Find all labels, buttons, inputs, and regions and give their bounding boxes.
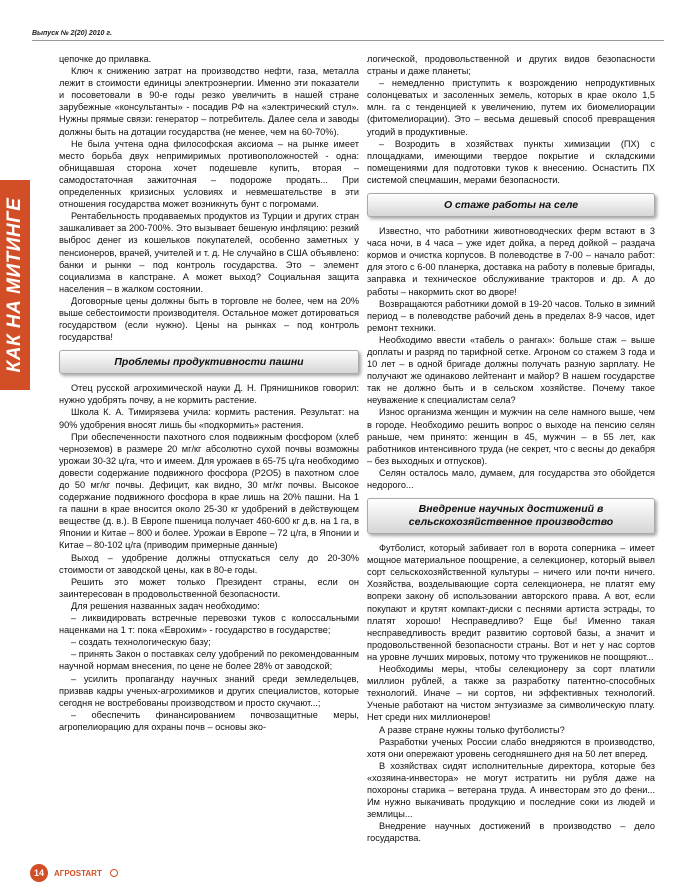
header-divider [32,40,664,41]
section-heading: Внедрение научных достижений в сельскохозяйственное производство [367,498,655,534]
rubric-label: КАК НА МИТИНГЕ [4,197,25,373]
logo-mark-icon [110,869,118,877]
paragraph: Выход – удобрение должны отпускаться селу до 20-30% стоимости от заводской цены, как в 80-е годы. [59,552,359,575]
list-item: – немедленно приступить к возрождению непродуктивных солонцеватых и засоленных земель, которых в крае около 1,5 млн. га с тенденцией к увеличению, путем их биомелиорации (фитомелиорации). Это – весьма дешевый способ превращения угодий в продуктивные. [367,78,655,137]
list-item: – принять Закон о поставках селу удобрений по рекомендованным научной нормам внесения, по цене не более 28% от заводской; [59,649,359,672]
paragraph: Школа К. А. Тимирязева учила: кормить растения. Результат: на 90% удобрения вносят лишь бы «подкормить» растения. [59,407,359,430]
list-item: – обеспечить финансированием почвозащитные меры, агропелиорацию для охраны почв – основы эко- [59,709,359,732]
paragraph: Договорные цены должны быть в торговле не более, чем на 20% выше себестоимости производителя. Остальное может дотироваться государством (если нужно). Цены на рынках – под контроль государства! [59,295,359,343]
paragraph: А разве стране нужны только футболисты? [379,724,565,735]
page-number: 14 [30,864,48,882]
section-heading: Проблемы продуктивности пашни [59,350,359,374]
issue-header: Выпуск № 2(20) 2010 г. [32,30,112,37]
list-item: – создать технологическую базу; [71,637,211,648]
paragraph: Необходимо ввести «табель о рангах»: больше стаж – выше доплаты и разряд по тарифной сетке. Агроном со стажем 3 года и 10 лет – в одной бригаде должны получать разную зарплату. Не получают же одинаково лейтенант и майор? В нашем государстве так не должно быть и в сельском хозяйстве. Почему такое неуважение к специалистам села? [367,334,655,406]
paragraph: Футболист, который забивает гол в ворота соперника – имеет мощное материальное поощрение, а селекционер, который вывел сорт сельскохозяйственной культуры – ничего или почти ничего. Хозяйства, возделывающие сорта селекционера, не платят ему вопреки закону об использовании авторского права. А вот, если покупают и крутят компакт-диски с песнями артиста эстрады, то платят хорошо! Несправедливо? Еще бы! Именно такая несправедливость вредит развитию сортовой базы, а значит и продовольственной безопасности страны. Вот и нет у нас сортов на уровне лучших мировых, потому что тружеников не поощряют... [367,543,655,662]
paragraph: Внедрение научных достижений в производство – дело государства. [367,821,655,844]
paragraph: Селян осталось мало, думаем, для государства это обойдется недорого... [367,467,655,490]
paragraph: Необходимы меры, чтобы селекционеру за сорт платили миллион рублей, а также за разработку патентно-способных технологий. Иначе – ни сортов, ни эффективных технологий. Ученые работают на чистом энтузиазме за символическую плату. Нет среди них миллионеров! [367,664,655,723]
paragraph: При обеспеченности пахотного слоя подвижным фосфором (хлеб черноземов) в размере 20 мг/кг абсолютно сухой почвы возможны урожаи 30-32 ц/га, что и имеем. Для урожаев в 65-75 ц/га необходимо довести содержание подвижного фосфора (Р2О5) в пахотном слое до 50 мг/кг почвы. Дефицит, как видно, 30 мг/кг почвы. Высокое содержание подвижного фосфора в крае лишь на 20% пашни. На 1 га пашни в крае вносится около 25-30 кг удобрений в действующем веществе (д. в.). В Европе пшеница получает 460-600 кг д.в. на 1 га, в Японии и Китае – 800 и более. Урожаи в Европе – 72 ц/га, в Японии и Китае – 80-102 ц/га (приводим примерные данные) [59,431,359,551]
page-footer [30,864,118,882]
rubric-sidebar [0,180,30,390]
paragraph: Не была учтена одна философская аксиома – на рынке имеет место борьба двух непримиримых противоположностей - одна: обнищавшая сторона хочет подешевле купить, вторая – самодостаточная зажиточная – подороже продать... При определенных кризисных условиях и невмешательстве в эти отношения государства может возникнуть бунт с погромами. [59,138,359,210]
paragraph: Известно, что работники животноводческих ферм встают в 3 часа ночи, в 4 часа – уже идет дойка, а перед дойкой – раздача кормов и очистка корпусов. В полеводстве в 7-00 – начало работ: для этого с 6-00 планерка, доставка на работу в полевые бригады, заправка и техническое обслуживание тракторов и др. А до работы – накормить скот во дворе! [367,226,655,297]
magazine-logo: АГРОSTART [54,868,102,878]
paragraph: Отец русской агрохимической науки Д. Н. Прянишников говорил: нужно удобрять почву, а не кормить растение. [59,383,359,406]
paragraph: цепочке до прилавка. [59,54,152,64]
list-item: – усилить пропаганду научных знаний среди земледельцев, призвав кадры ученых-агрохимиков и других специалистов, которые сегодня не востребованы производством и просто скучают...; [59,673,359,708]
paragraph: Рентабельность продаваемых продуктов из Турции и других стран зашкаливает за 200-700%. Это вызывает бешеную инфляцию: резкий выброс денег из кошельков покупателей, особенно заметных у пенсионеров, врачей, учителей и т. д. Не случайно в США объявлено: банки и рынки – под контроль государства. Это – элемент социализма в капстране. А может выход? Социальная защита населения – в жалком состоянии. [59,211,359,294]
paragraph: В хозяйствах сидят исполнительные директора, которые без «хозяина-инвестора» не могут истратить ни рубля даже на похороны старика – ветерана труда. А инвесторам это до фени... Им нужно выкачивать продукцию и последние соки из людей и землицы... [367,760,655,820]
paragraph: Решить это может только Президент страны, если он заинтересован в продовольственной безопасности. [59,576,359,599]
left-column [59,53,359,733]
section-heading: О стаже работы на селе [367,193,655,217]
paragraph: логической, продовольственной и других видов безопасности страны и даже планеты; [367,54,655,77]
list-item: – ликвидировать встречные перевозки туков с колоссальными наценками на 1 т: пока «Еврохим» - государство в государстве; [59,613,359,636]
paragraph: Возвращаются работники домой в 19-20 часов. Только в зимний период – в полеводстве рабочий день в пределах 8-9 часов, идет ремонт техники. [367,298,655,333]
list-item: – Возродить в хозяйствах пункты химизации (ПХ) с площадками, имеющими твердое покрытие и складскими помещениями для подготовки туков к внесению. Оснастить ПХ системой спецмашин, мерами безопасности. [367,138,655,185]
right-column [367,53,655,844]
paragraph: Износ организма женщин и мужчин на селе намного выше, чем в городе. Необходимо решить вопрос о выходе на пенсию селян раньше, чем принято: женщин в 45, мужчин – в 55 лет, как работников интенсивного труда (не секрет, что с весны до декабря – без выходных и отпусков). [367,407,655,466]
paragraph: Ключ к снижению затрат на производство нефти, газа, металла лежит в стоимости единицы электроэнергии. Именно эти показатели и посоветовали в 90-е годы резко увеличить в нашей стране зарубежные «консультанты» - посадив РФ на «электрический стул». Нужны прямые связи: генератор – потребитель. Далее села и заводы должны быть на дотации государства (не менее, чем на 60-70%). [59,66,359,137]
paragraph: Для решения названных задач необходимо: [71,600,260,611]
paragraph: Разработки ученых России слабо внедряются в производство, хотя они опережают уровень сегодняшнего дня на 50 лет вперед. [367,736,655,759]
